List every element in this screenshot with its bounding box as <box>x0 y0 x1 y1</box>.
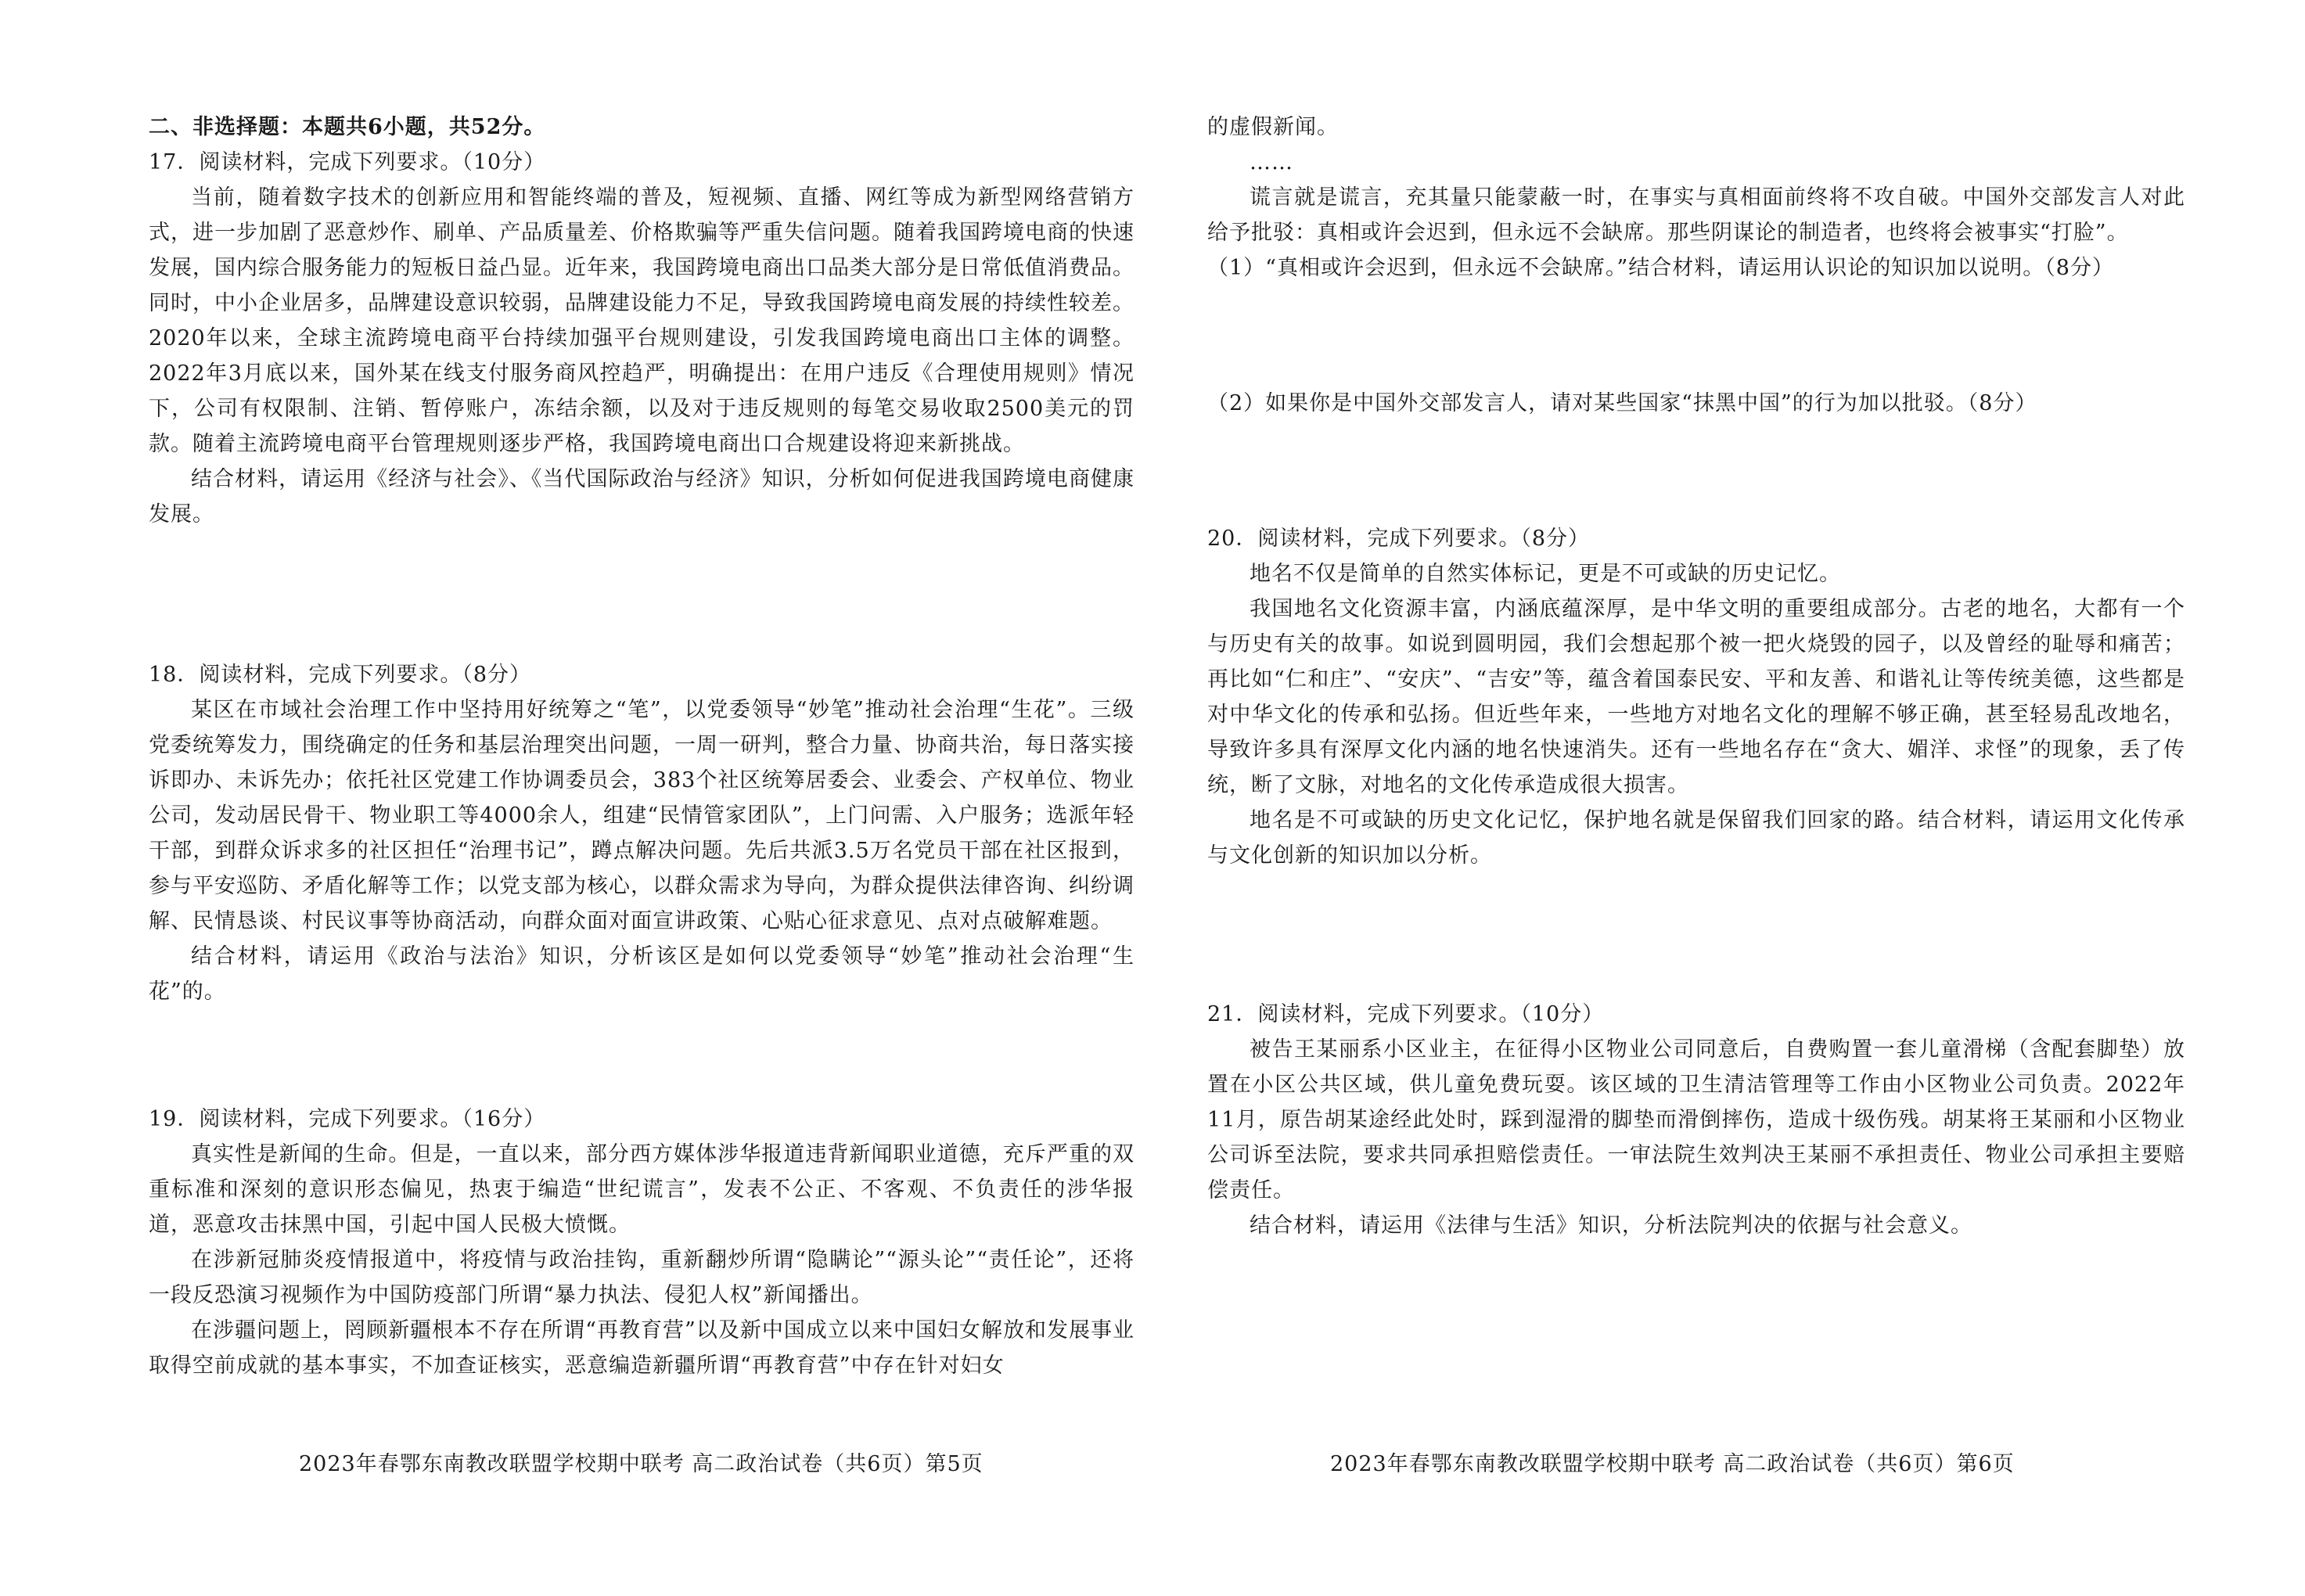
right-page <box>1207 110 2185 1243</box>
question-21-task: 结合材料，请运用《法律与生活》知识，分析法院判决的依据与社会意义。 <box>1250 1213 1972 1238</box>
question-20-paragraph-2: 我国地名文化资源丰富，内涵底蕴深厚，是中华文明的重要组成部分。古老的地名，大都有一个与历史有关的故事。如说到圆明园，我们会想起那个被一把火烧毁的园子，以及曾经的耻辱和痛苦；再比如“仁和庄”、“安庆”、“吉安”等，蕴含着国泰民安、平和友善、和谐礼让等传统美德，这些都是对中华文化的传承和弘扬。但近些年来，一些地方对地名文化的理解不够正确，甚至轻易乱改地名，导致许多具有深厚文化内涵的地名快速消失。还有一些地名存在“贪大、媚洋、求怪”的现象，丢了传统，断了文脉，对地名的文化传承造成很大损害。 <box>1207 597 2185 797</box>
question-19-sub-1: （1）“真相或许会迟到，但永远不会缺席。”结合材料，请运用认识论的知识加以说明。（8分） <box>1207 256 2114 280</box>
question-19-paragraph-2: 在涉新冠肺炎疫情报道中，将疫情与政治挂钩，重新翻炒所谓“隐瞒论”“源头论”“责任论”，还将一段反恐演习视频作为中国防疫部门所谓“暴力执法、侵犯人权”新闻播出。 <box>149 1248 1135 1307</box>
question-21 <box>1207 997 2185 1243</box>
question-18 <box>149 657 1135 1009</box>
page-footer-6: 2023年春鄂东南教改联盟学校期中联考 高二政治试卷（共6页）第6页 <box>1330 1452 2015 1476</box>
question-19-title: 19．阅读材料，完成下列要求。（16分） <box>149 1107 546 1131</box>
question-19-continued <box>1207 110 2185 421</box>
question-18-material: 某区在市域社会治理工作中坚持用好统筹之“笔”，以党委领导“妙笔”推动社会治理“生花”。三级党委统筹发力，围绕确定的任务和基层治理突出问题，一周一研判，整合力量、协商共治，每日落实接诉即办、未诉先办；依托社区党建工作协调委员会，383个社区统筹居委会、业委会、产权单位、物业公司，发动居民骨干、物业职工等4000余人，组建“民情管家团队”，上门问需、入户服务；选派年轻干部，到群众诉求多的社区担任“治理书记”，蹲点解决问题。先后共派3.5万名党员干部在社区报到，参与平安巡防、矛盾化解等工作；以党支部为核心，以群众需求为导向，为群众提供法律咨询、纠纷调解、民情恳谈、村民议事等协商活动，向群众面对面宣讲政策、心贴心征求意见、点对点破解难题。 <box>149 698 1135 933</box>
question-19-paragraph-3: 在涉疆问题上，罔顾新疆根本不存在所谓“再教育营”以及新中国成立以来中国妇女解放和发展事业取得空前成就的基本事实，不加查证核实，恶意编造新疆所谓“再教育营”中存在针对妇女 <box>149 1318 1135 1378</box>
section-header: 二、非选择题：本题共6小题，共52分。 <box>149 115 546 139</box>
question-20-task: 地名是不可或缺的历史文化记忆，保护地名就是保留我们回家的路。结合材料，请运用文化传承与文化创新的知识加以分析。 <box>1207 808 2185 868</box>
ellipsis: …… <box>1250 150 1293 174</box>
question-19 <box>149 1102 1135 1383</box>
question-17-task: 结合材料，请运用《经济与社会》、《当代国际政治与经济》知识，分析如何促进我国跨境电商健康发展。 <box>149 467 1135 527</box>
question-21-title: 21．阅读材料，完成下列要求。（10分） <box>1207 1002 1605 1026</box>
question-17 <box>149 145 1135 532</box>
question-21-material: 被告王某丽系小区业主，在征得小区物业公司同意后，自费购置一套儿童滑梯（含配套脚垫）放置在小区公共区域，供儿童免费玩耍。该区域的卫生清洁管理等工作由小区物业公司负责。2022年11月，原告胡某途经此处时，踩到湿滑的脚垫而滑倒摔伤，造成十级伤残。胡某将王某丽和小区物业公司诉至法院，要求共同承担赔偿责任。一审法院生效判决王某丽不承担责任、物业公司承担主要赔偿责任。 <box>1207 1037 2185 1202</box>
question-19-paragraph-3-tail: 的虚假新闻。 <box>1207 115 1339 139</box>
question-19-paragraph-4: 谎言就是谎言，充其量只能蒙蔽一时，在事实与真相面前终将不攻自破。中国外交部发言人对此给予批驳：真相或许会迟到，但永远不会缺席。那些阴谋论的制造者，也终将会被事实“打脸”。 <box>1207 185 2185 245</box>
question-17-material: 当前，随着数字技术的创新应用和智能终端的普及，短视频、直播、网红等成为新型网络营销方式，进一步加剧了恶意炒作、刷单、产品质量差、价格欺骗等严重失信问题。随着我国跨境电商的快速发展，国内综合服务能力的短板日益凸显。近年来，我国跨境电商出口品类大部分是日常低值消费品。同时，中小企业居多，品牌建设意识较弱，品牌建设能力不足，导致我国跨境电商发展的持续性较差。2020年以来，全球主流跨境电商平台持续加强平台规则建设，引发我国跨境电商出口主体的调整。2022年3月底以来，国外某在线支付服务商风控趋严，明确提出：在用户违反《合理使用规则》情况下，公司有权限制、注销、暂停账户，冻结余额，以及对于违反规则的每笔交易收取2500美元的罚款。随着主流跨境电商平台管理规则逐步严格，我国跨境电商出口合规建设将迎来新挑战。 <box>149 185 1135 456</box>
question-17-title: 17．阅读材料，完成下列要求。（10分） <box>149 150 546 174</box>
question-20 <box>1207 521 2185 873</box>
question-20-title: 20．阅读材料，完成下列要求。（8分） <box>1207 527 1591 551</box>
question-19-paragraph-1: 真实性是新闻的生命。但是，一直以来，部分西方媒体涉华报道违背新闻职业道德，充斥严重的双重标准和深刻的意识形态偏见，热衷于编造“世纪谎言”，发表不公正、不客观、不负责任的涉华报道，恶意攻击抹黑中国，引起中国人民极大愤慨。 <box>149 1142 1135 1237</box>
question-18-task: 结合材料，请运用《政治与法治》知识，分析该区是如何以党委领导“妙笔”推动社会治理“生花”的。 <box>149 944 1135 1004</box>
question-18-title: 18．阅读材料，完成下列要求。（8分） <box>149 663 532 687</box>
question-20-paragraph-1: 地名不仅是简单的自然实体标记，更是不可或缺的历史记忆。 <box>1250 562 1841 586</box>
question-19-sub-2: （2）如果你是中国外交部发言人，请对某些国家“抹黑中国”的行为加以批驳。（8分） <box>1207 391 2037 415</box>
left-page <box>149 110 1135 1383</box>
page-footer-5: 2023年春鄂东南教改联盟学校期中联考 高二政治试卷（共6页）第5页 <box>299 1452 983 1476</box>
